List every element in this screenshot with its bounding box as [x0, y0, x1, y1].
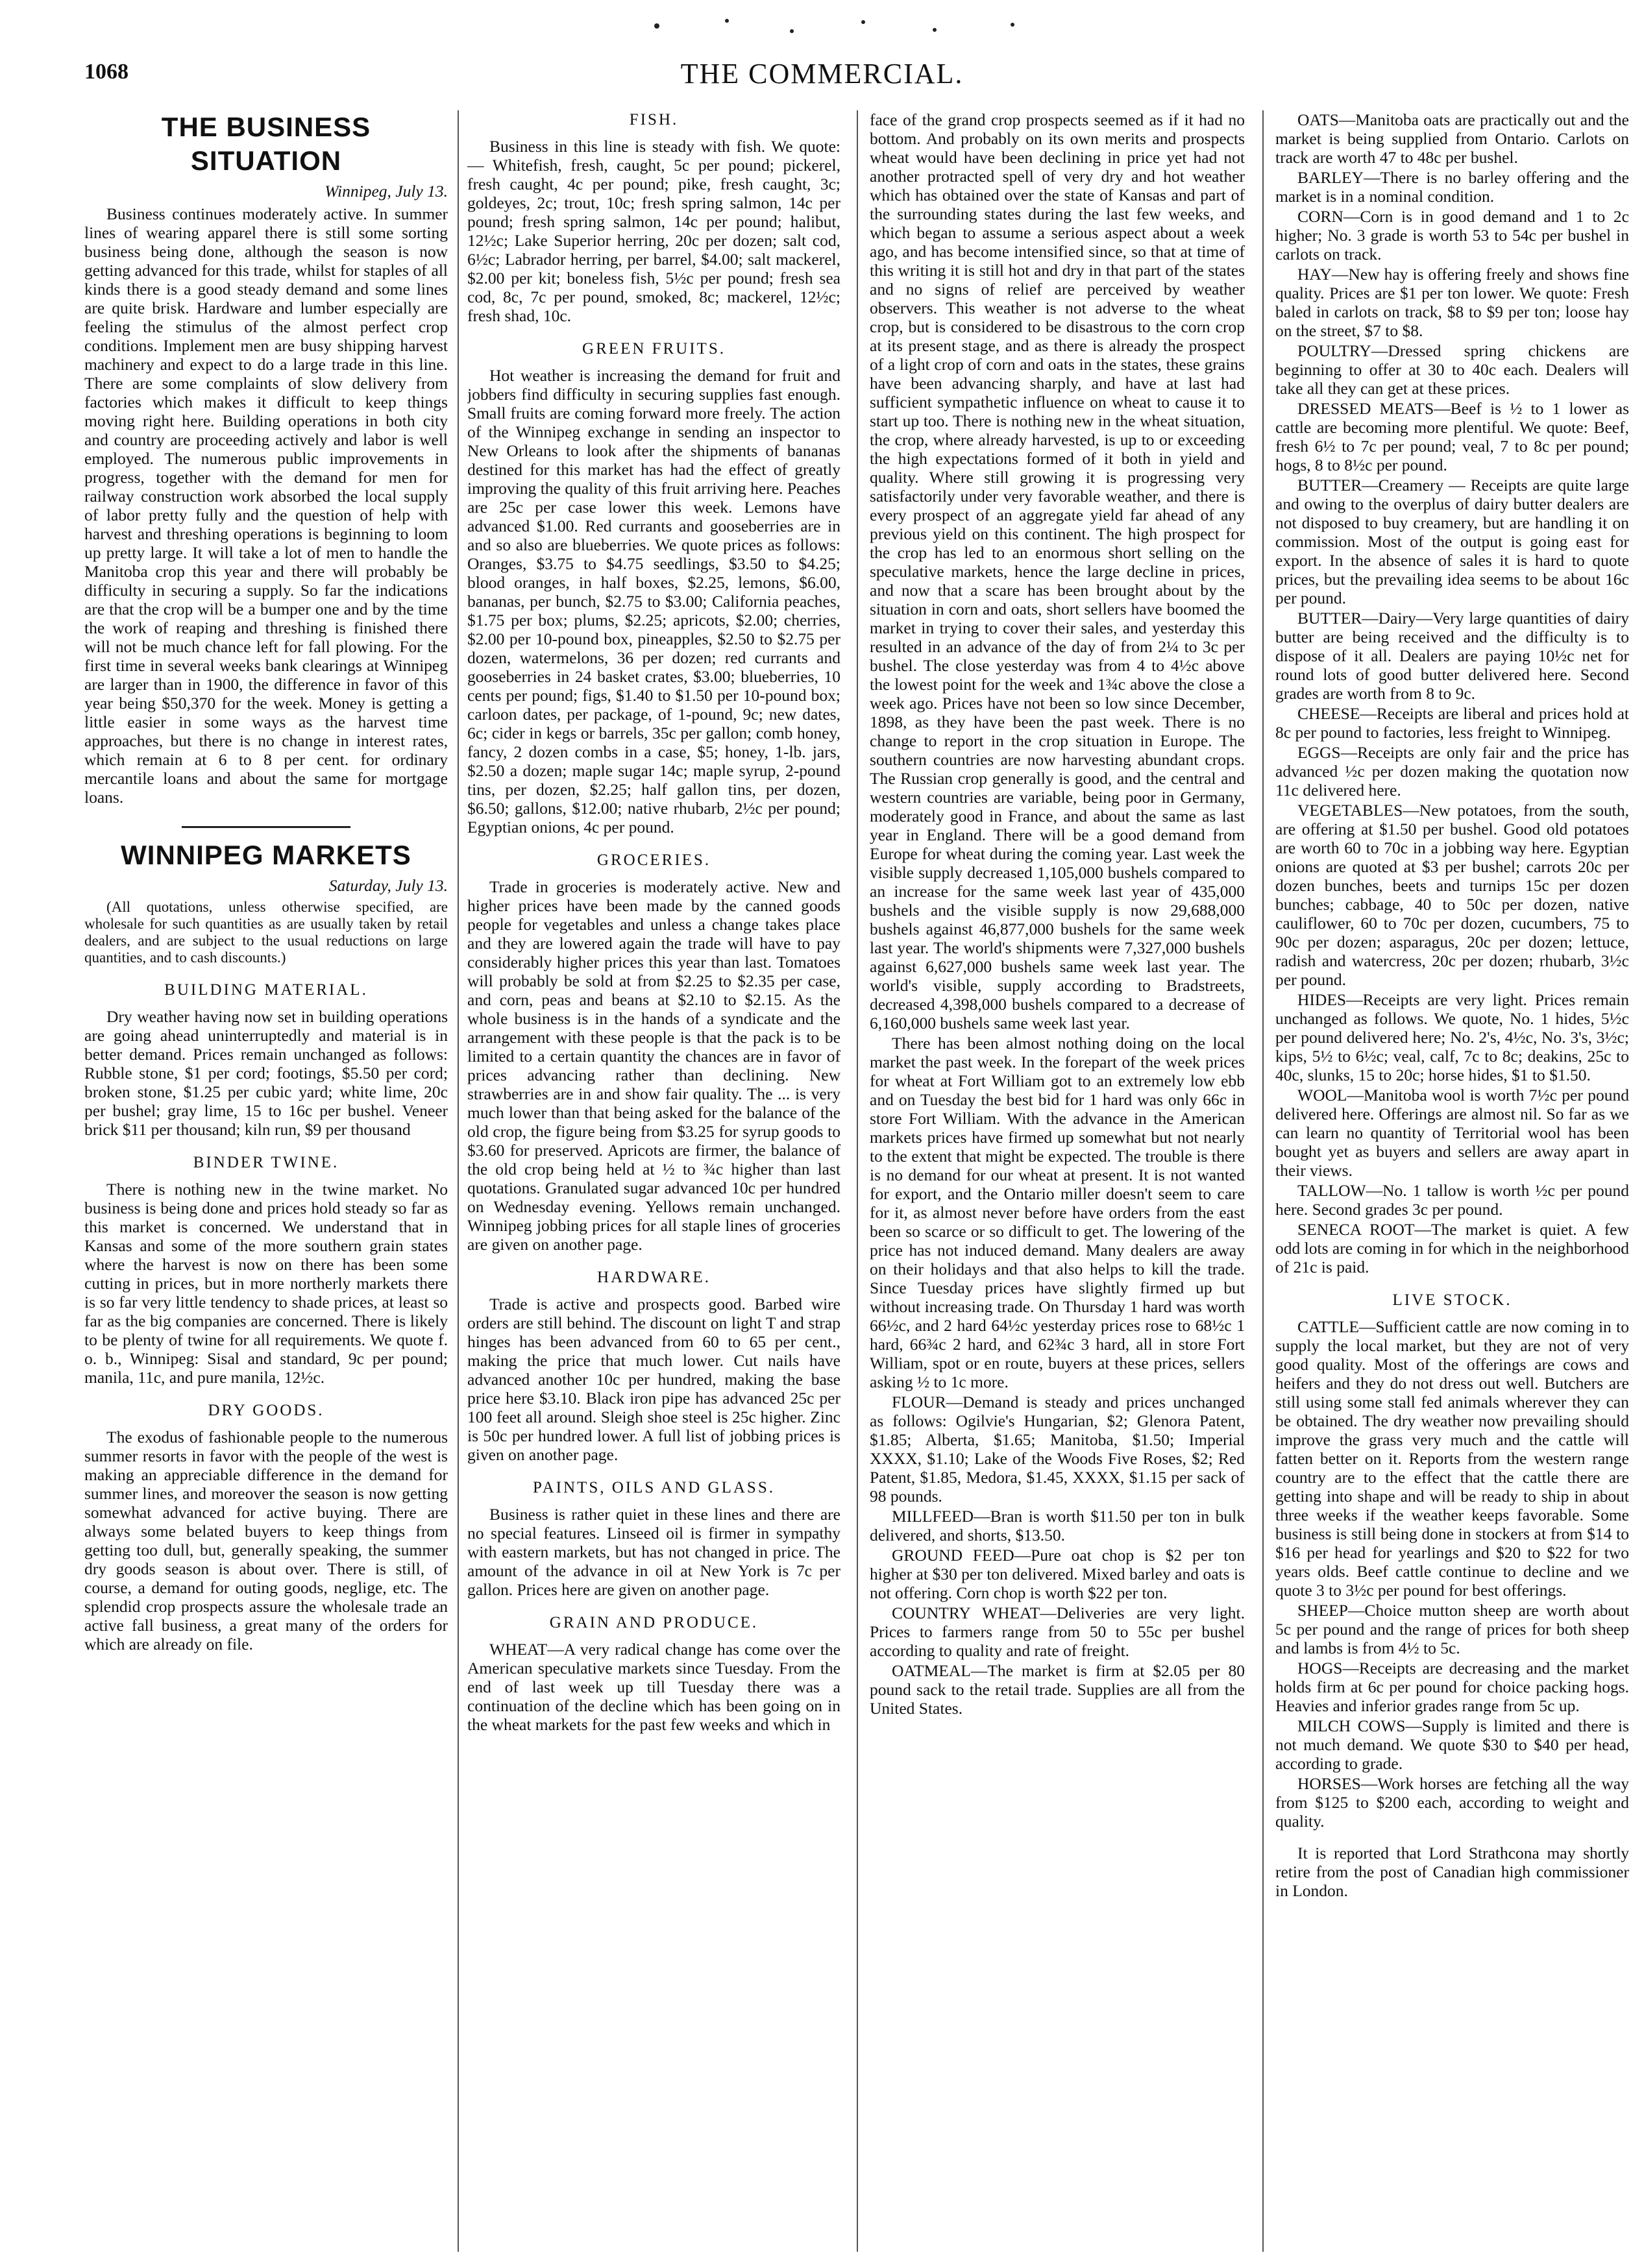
fish-heading: FISH.	[629, 111, 679, 128]
dry-goods-text: The exodus of fashionable people to the numerous summer resorts in favor with the people of the west is making an appreciable difference in the demand for summer lines, and moreover the season is now getting somewhat advanced for active buying. There are always some belated buyers to keep things from getting too dull, but, generally speaking, the summer dry goods season is about over. There is still, of course, a demand for outing goods, neglige, etc. The splendid crop prospects assure the wholesale trade an active fall business, a great many of the orders for which are already on file.	[84, 1428, 448, 1653]
tallow-text: TALLOW—No. 1 tallow is worth ½c per pound here. Second grades 3c per pound.	[1275, 1181, 1629, 1219]
cheese-text: CHEESE—Receipts are liberal and prices hold at 8c per pound to factories, less freight to Winnipeg.	[1275, 704, 1629, 742]
milch-cows-text: MILCH COWS—Supply is limited and there is not much demand. We quote $30 to $40 per head, according to grade.	[1275, 1716, 1629, 1773]
column-2	[467, 110, 840, 2252]
column-rule	[458, 110, 459, 2252]
column-3	[870, 110, 1245, 2252]
binder-twine-heading: BINDER TWINE.	[193, 1154, 339, 1171]
wool-text: WOOL—Manitoba wool is worth 7½c per pound delivered here. Offerings are almost nil. So far as we can learn no quantity of Territorial wool has been bought yet as buyers and sellers are away apart in their views.	[1275, 1086, 1629, 1180]
ground-feed-text: GROUND FEED—Pure oat chop is $2 per ton higher at $30 per ton delivered. Mixed barley and oats is not offering. Corn chop is worth $22 per ton.	[870, 1546, 1245, 1602]
page-number: 1068	[84, 60, 129, 84]
green-fruits-heading: GREEN FRUITS.	[582, 340, 726, 358]
oats-text: OATS—Manitoba oats are practically out and the market is being supplied from Ontario. Carlots on track are worth 47 to 48c per bushel.	[1275, 110, 1629, 167]
winnipeg-markets-heading: WINNIPEG MARKETS	[121, 840, 411, 870]
hides-text: HIDES—Receipts are very light. Prices remain unchanged as follows. We quote, No. 1 hides, 5½c per pound delivered here; No. 2's, 4½c, No. 3's, 3½c; kips, 5½ to 6½c; veal, calf, 7c to 8c; deakins, 25c to 40c, slunks, 15 to 20c; horse hides, $1 to $1.50.	[1275, 990, 1629, 1084]
live-stock-heading: LIVE STOCK.	[1392, 1291, 1512, 1309]
business-dateline: Winnipeg, July 13.	[325, 182, 448, 201]
wheat-continued-text: face of the grand crop prospects seemed as if it had no bottom. And probably on its own merits and prospects wheat would have been declining in price yet had not another protracted spell of very dry and hot weather which has obtained over the state of Kansas and part of the surrounding states during the last few weeks, and which began to assume a serious aspect about a week ago, and has become intensified since, so that at time of this writing it is still hot and dry in that part of the states and no signs of relief are perceived by weather observers. This weather is not adverse to the wheat crop, but is considered to be disastrous to the corn crop at its present stage, and as there is already the prospect of a light crop of corn and oats in the states, these grains have been advancing sharply, and have at last had sufficient sympathetic influence on wheat to cause it to start up too. There is nothing new in the wheat situation, the crop, where already harvested, is up to or exceeding the high expectations formed of it both in yield and quality. Where still growing it is progressing very satisfactorily under very favorable weather, and there is every prospect of an aggregate yield far ahead of any previous yield on this continent. The high prospect for the crop has led to an enormous short selling on the speculative markets, hence the large decline in prices, and now that a scare has been brought about by the situation in corn and oats, short sellers have boomed the market in trying to cover their sales, and yesterday this resulted in an advance of the day of from 2¼ to 3c per bushel. The close yesterday was from 4 to 4½c above the lowest point for the week and 1¾c above the close a week ago. Prices have not been so low since December, 1898, as they have been the past week. There is no change to report in the crop situation in Europe. The southern countries are now harvesting abundant crops. The Russian crop generally is good, and the central and western countries are variable, being poor in Germany, moderately good in France, and about the same as last year in England. There will be a good demand from Europe for wheat during the coming year. Last week the visible supply decreased 1,105,000 bushels compared to an increase for the same week last year of 435,000 bushels and the visible supply is now 29,688,000 bushels against 46,877,000 bushels for the same week last year. The world's shipments were 7,327,000 bushels against 6,627,000 bushels same week last year. The world's visible, supply according to Bradstreets, decreased 4,398,000 bushels compared to a decrease of 6,160,000 bushels same week last year.	[870, 110, 1245, 1032]
grain-produce-heading: GRAIN AND PRODUCE.	[549, 1614, 759, 1631]
hogs-text: HOGS—Receipts are decreasing and the market holds firm at 6c per pound for choice packing hogs. Heavies and inferior grades range from 5c up.	[1275, 1659, 1629, 1715]
corn-text: CORN—Corn is in good demand and 1 to 2c higher; No. 3 grade is worth 53 to 54c per bushel in carlots on track.	[1275, 207, 1629, 263]
business-situation-heading: THE BUSINESS SITUATION	[161, 112, 371, 176]
dry-goods-heading: DRY GOODS.	[208, 1402, 325, 1419]
paints-oils-glass-heading: PAINTS, OILS AND GLASS.	[533, 1479, 775, 1496]
masthead-ornament	[649, 13, 1038, 39]
country-wheat-text: COUNTRY WHEAT—Deliveries are very light. Prices to farmers range from 50 to 55c per bushel according to quality and rate of freight.	[870, 1603, 1245, 1660]
strathcona-note: It is reported that Lord Strathcona may shortly retire from the post of Canadian high commissioner in London.	[1275, 1844, 1629, 1900]
column-rule	[1262, 110, 1264, 2252]
eggs-text: EGGS—Receipts are only fair and the price has advanced ½c per dozen making the quotation now 11c delivered here.	[1275, 743, 1629, 799]
building-material-text: Dry weather having now set in building operations are going ahead uninterruptedly and material is in better demand. Prices remain unchanged as follows: Rubble stone, $1 per cord; footings, $5.50 per cord; broken stone, $1.25 per cubic yard; white lime, 20c per bushel; gray lime, 15 to 16c per bushel. Veneer brick $11 per thousand; kiln run, $9 per thousand	[84, 1007, 448, 1139]
green-fruits-text: Hot weather is increasing the demand for fruit and jobbers find difficulty in securing supplies fast enough. Small fruits are coming forward more freely. The action of the Winnipeg exchange in sending an inspector to New Orleans to look after the shipments of bananas destined for this market has had the effect of greatly improving the quality of this fruit arriving here. Peaches are 25c per case lower this week. Lemons have advanced $1.00. Red currants and gooseberries are in and so also are blueberries. We quote prices as follows: Oranges, $3.75 to $4.75 seedlings, $3.50 to $4.25; blood oranges, in half boxes, $2.25, lemons, $6.00, bananas, per bunch, $2.75 to $3.00; California peaches, $1.75 per box; plums, $2.25; apricots, $2.00; cherries, $2.00 per 10-pound box, pineapples, $2.50 to $2.75 per dozen, watermelons, 36 per dozen; red currants and gooseberries in 24 basket crates, $3.00; blueberries, 10 cents per pound; figs, $1.40 to $1.50 per 10-pound box; carloon dates, per package, of 1-pound, 9c; new dates, 6c; cider in kegs or barrels, 35c per gallon; comb honey, fancy, 2 dozen combs in a case, $5; honey, 1-lb. jars, $2.50 a dozen; maple sugar 14c; maple syrup, 2-pound tins, per dozen, $2.25; half gallon tins, per dozen, $6.50; gallons, $12.00; native rhubarb, 2½c per pound; Egyptian onions, 4c per pound.	[467, 366, 840, 836]
wheat-text: WHEAT—A very radical change has come over the American speculative markets since Tuesday. From the end of last week up till Tuesday there was a continuation of the decline which has been going on in the wheat markets for the past few weeks and which in	[467, 1640, 840, 1734]
dressed-meats-text: DRESSED MEATS—Beef is ½ to 1 lower as cattle are becoming more plentiful. We quote: Beef, fresh 6½ to 7c per pound; veal, 7 to 8c per pound; hogs, 8 to 8½c per pound.	[1275, 399, 1629, 474]
markets-dateline: Saturday, July 13.	[328, 876, 448, 895]
quotations-note: (All quotations, unless otherwise specified, are wholesale for such quantities as are usually taken by retail dealers, and are subject to the usual reductions on large quantities, and to cash discounts.)	[84, 899, 448, 966]
hardware-heading: HARDWARE.	[597, 1269, 711, 1286]
vegetables-text: VEGETABLES—New potatoes, from the south, are offering at $1.50 per bushel. Good old potatoes are worth 60 to 70c in a jobbing way here. Egyptian onions are quoted at $3 per bushel; carrots 20c per dozen bunches, beets and turnips 15c per dozen bunches; cabbage, 40 to 50c per dozen, native cauliflower, 60 to 70c per dozen, cucumbers, 75 to 90c per dozen; asparagus, 20c per dozen; lettuce, radish and watercress, 20c per dozen; rhubarb, 3½c per pound.	[1275, 801, 1629, 989]
groceries-text: Trade in groceries is moderately active. New and higher prices have been made by the canned goods people for vegetables and unless a change takes place and they are lowered again the trade will have to pay considerably higher prices this year than last. Tomatoes will probably be sold at from $2.25 to $2.35 per case, and corn, peas and beans at $2.10 to $2.15. As the whole business is in the hands of a syndicate and the arrangement with these people is that the pack is to be limited to a certain quantity the chances are in favor of prices advancing rather than declining. New strawberries are in and show fair quality. The ... is very much lower than that being asked for the balance of the old crop, the figure being from $3.25 for syrup goods to $3.60 for preserved. Apricots are firmer, the balance of the old crop being held at ½ to ¾c higher than last quotations. Granulated sugar advanced 10c per hundred on Wednesday evening. Yellows remain unchanged. Winnipeg jobbing prices for all staple lines of groceries are given on another page.	[467, 877, 840, 1254]
oatmeal-text: OATMEAL—The market is firm at $2.05 per 80 pound sack to the retail trade. Supplies are all from the United States.	[870, 1661, 1245, 1718]
flour-text: FLOUR—Demand is steady and prices unchanged as follows: Ogilvie's Hungarian, $2; Glenora Patent, $1.85; Alberta, $1.65; Manitoba, $1.50; Imperial XXXX, $1.10; Lake of the Woods Five Roses, $2; Red Patent, $1.85, Medora, $1.45, XXXX, $1.15 per sack of 98 pounds.	[870, 1393, 1245, 1506]
column-1	[84, 110, 448, 2252]
column-rule	[857, 110, 858, 2252]
cattle-text: CATTLE—Sufficient cattle are now coming in to supply the local market, but they are not of very good quality. Most of the offerings are cows and heifers and they do not dress out well. Butchers are still using some stall fed animals wherever they can be obtained. The dry weather now prevailing should improve the grass very much and the cattle will fatten better on it. Reports from the western range country are to the effect that the cattle there are getting into shape and will be ready to ship in about three weeks if the weather keeps favorable. Some business is still being done in stockers at from $14 to $16 per head for yearlings and $20 to $22 for two years olds. Beef cattle continue to decline and we quote 3 to 3½c per pound for best offerings.	[1275, 1317, 1629, 1600]
barley-text: BARLEY—There is no barley offering and the market is in a nominal condition.	[1275, 168, 1629, 206]
butter-creamery-text: BUTTER—Creamery — Receipts are quite large and owing to the overplus of dairy butter dealers are not disposed to buy creamery, but are handling it on commission. Most of the output is going east for export. In the absence of sales it is hard to quote prices, but the prevailing idea seems to be about 16c per pound.	[1275, 476, 1629, 607]
fish-text: Business in this line is steady with fish. We quote: — Whitefish, fresh, caught, 5c per pound; pickerel, fresh caught, 4c per pound; pike, fresh caught, 3c; goldeyes, 2c; trout, 10c; fresh spring salmon, 14c per pound; fresh spring salmon, 14c per pound; halibut, 12½c; Lake Superior herring, 20c per dozen; salt cod, 6½c; Labrador herring, per barrel, $4.00; salt mackerel, $2.00 per kit; boneless fish, 5½c per pound; fresh sea cod, 8c, 7c per pound, smoked, 8c; mackerel, 12½c; fresh shad, 10c.	[467, 137, 840, 325]
hardware-text: Trade is active and prospects good. Barbed wire orders are still behind. The discount on light T and strap hinges has been advanced from 60 to 65 per cent., making the price that much lower. Cut nails have advanced another 10c per hundred, making the base price here $3.10. Black iron pipe has advanced 25c per 100 feet all around. Sleigh shoe steel is 25c higher. Zinc is 50c per hundred lower. A full list of jobbing prices is given on another page.	[467, 1295, 840, 1464]
business-situation-text: Business continues moderately active. In summer lines of wearing apparel there is still some sorting business being done, although the season is now getting advanced for this trade, whilst for staples of all kinds there is a good steady demand and some lines are quite brisk. Hardware and lumber especially are feeling the stimulus of the almost perfect crop conditions. Implement men are busy shipping harvest machinery and expect to do a large trade in this line. There are some complaints of slow delivery from factories which makes it difficult to keep things moving right here. Building operations in both city and country are proceeding actively and labor is well employed. The numerous public improvements in progress, together with the demand for men for railway construction work absorbed the local supply of labor pretty fully and the question of help with harvest and threshing operations is beginning to loom up pretty large. It will take a lot of men to handle the Manitoba crop this year and there will probably be difficulty in securing a supply. So far the indications are that the crop will be a bumper one and by the time the work of reaping and threshing is finished there will not be much chance left for fall plowing. For the first time in several weeks bank clearings at Winnipeg are larger than in 1900, the difference in favor of this year being $50,370 for the week. Money is getting a little easier in some ways as the harvest time approaches, but there is no change in interest rates, which remain at 6 to 8 per cent. for ordinary mercantile loans and about the same for mortgage loans.	[84, 204, 448, 807]
masthead: THE COMMERCIAL.	[680, 58, 964, 90]
groceries-heading: GROCERIES.	[596, 851, 711, 869]
building-material-heading: BUILDING MATERIAL.	[164, 981, 368, 999]
butter-dairy-text: BUTTER—Dairy—Very large quantities of dairy butter are being received and the difficulty is to dispose of it all. Dealers are paying 10½c net for round lots of good butter delivered here. Second grades are worth from 8 to 9c.	[1275, 609, 1629, 703]
section-separator	[182, 826, 350, 828]
binder-twine-text: There is nothing new in the twine market. No business is being done and prices hold steady so far as this market is concerned. We understand that in Kansas and some of the more southern grain states where the harvest is now on there has been some cutting in prices, but in more northerly markets there is so far very little tendency to shade prices, at least so far as the big companies are concerned. There is likely to be plenty of twine for all requirements. We quote f. o. b., Winnipeg: Sisal and standard, 9c per pound; manila, 11c, and pure manila, 12½c.	[84, 1180, 448, 1387]
millfeed-text: MILLFEED—Bran is worth $11.50 per ton in bulk delivered, and shorts, $13.50.	[870, 1507, 1245, 1544]
seneca-root-text: SENECA ROOT—The market is quiet. A few odd lots are coming in for which in the neighborhood of 21c is paid.	[1275, 1220, 1629, 1276]
column-4	[1275, 110, 1629, 2252]
sheep-text: SHEEP—Choice mutton sheep are worth about 5c per pound and the range of prices for both sheep and lambs is from 4½ to 5c.	[1275, 1601, 1629, 1657]
poultry-text: POULTRY—Dressed spring chickens are beginning to offer at 30 to 40c each. Dealers will take all they can get at these prices.	[1275, 341, 1629, 398]
paints-oils-glass-text: Business is rather quiet in these lines and there are no special features. Linseed oil is firmer in sympathy with eastern markets, but has not changed in price. The amount of the advance in oil at New York is 7c per gallon. Prices here are given on another page.	[467, 1505, 840, 1599]
horses-text: HORSES—Work horses are fetching all the way from $125 to $200 each, according to weight and quality.	[1275, 1774, 1629, 1831]
local-market-text: There has been almost nothing doing on the local market the past week. In the forepart of the week prices for wheat at Fort William got to an extremely low ebb and on Tuesday the best bid for 1 hard was only 66c in store Fort William. With the advance in the American markets prices have firmed up somewhat but not nearly to the extent that might be expected. The trouble is there is no demand for our wheat at present. It is not wanted for export, and the Ontario miller doesn't seem to care for it, as almost never before have orders from the east been so scarce or so difficult to get. The lowering of the price has not induced demand. Many dealers are away on their holidays and that also helps to kill the trade. Since Tuesday prices have slightly firmed up but without increasing trade. On Thursday 1 hard was worth 66½c, and 2 hard 64½c yesterday prices rose to 68½c 1 hard, 66¾c 2 hard, and 62¾c 3 hard, all in store Fort William, spot or en route, buyers at these prices, sellers asking ½ to 1c more.	[870, 1034, 1245, 1391]
hay-text: HAY—New hay is offering freely and shows fine quality. Prices are $1 per ton lower. We quote: Fresh baled in carlots on track, $8 to $9 per ton; loose hay on the street, $7 to $8.	[1275, 265, 1629, 340]
